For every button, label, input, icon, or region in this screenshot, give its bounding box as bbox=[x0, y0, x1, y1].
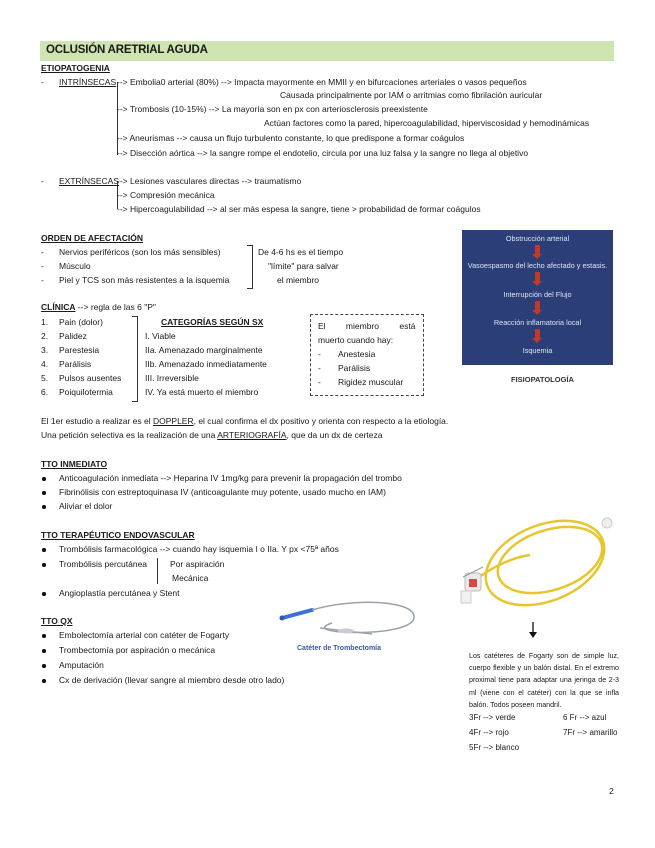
bullet-icon bbox=[42, 491, 46, 495]
dash-bullet: - bbox=[41, 77, 44, 87]
dash-bullet: - bbox=[41, 176, 44, 186]
bullet-icon bbox=[42, 664, 46, 668]
intrinseca-line: Actúan factores como la pared, hipercoagulabilidad, hiperviscosidad y hemodinámicas bbox=[264, 118, 590, 128]
arrow-down-icon bbox=[535, 245, 540, 256]
fogarty-size: 3Fr --> verde bbox=[469, 713, 516, 722]
clinica-num: 1. bbox=[41, 317, 49, 327]
dash-bullet: - bbox=[41, 261, 44, 271]
orden-item: Músculo bbox=[59, 261, 91, 271]
estudio-text: , el cual confirma el dx positivo y orienta con respecto a la etiología. bbox=[193, 416, 449, 426]
clinica-item: Palidez bbox=[59, 331, 87, 341]
extrinseca-line: --> Hipercoagulabilidad --> al ser más espesa la sangre, tiene > probabilidad de formar coágulos bbox=[117, 204, 481, 214]
orden-note: De 4-6 hs es el tiempo bbox=[258, 247, 344, 257]
doppler-term: DOPPLER bbox=[152, 416, 194, 426]
fogarty-catheter-image bbox=[455, 505, 615, 615]
categorias-heading: CATEGORÍAS SEGÚN SX bbox=[161, 317, 264, 327]
estudio-line-2 bbox=[41, 430, 382, 441]
fogarty-size: 7Fr --> amarillo bbox=[563, 728, 618, 737]
arrow-down-icon bbox=[535, 301, 540, 312]
tto-qx-item: Trombectomía por aspiración o mecánica bbox=[59, 645, 216, 655]
fogarty-size: 4Fr --> rojo bbox=[469, 728, 509, 737]
orden-item: Nervios periféricos (son los más sensibles) bbox=[59, 247, 221, 257]
clinica-item: Parestesia bbox=[59, 345, 100, 355]
clinica-item: Pulsos ausentes bbox=[59, 373, 122, 383]
extrinseca-line: --> Lesiones vasculares directas --> traumatismo bbox=[117, 176, 302, 186]
clinica-num: 5. bbox=[41, 373, 49, 383]
arrow-down-icon bbox=[535, 272, 540, 283]
bullet-icon bbox=[42, 477, 46, 481]
clinica-num: 6. bbox=[41, 387, 49, 397]
clinica-num: 3. bbox=[41, 345, 49, 355]
clinica-heading-suffix: --> regla de las 6 "P" bbox=[75, 302, 156, 312]
fogarty-size: 5Fr --> blanco bbox=[469, 743, 520, 752]
tto-inmediato-item: Aliviar el dolor bbox=[59, 501, 113, 511]
tto-qx-item: Amputación bbox=[59, 660, 104, 670]
tto-qx-item: Cx de derivación (llevar sangre al miembro desde otro lado) bbox=[59, 675, 285, 685]
percutanea-option: Mecánica bbox=[172, 573, 209, 583]
estudio-line-1 bbox=[41, 416, 448, 427]
tto-endovascular-heading: TTO TERAPÉUTICO ENDOVASCULAR bbox=[41, 530, 195, 540]
intrinseca-line: --> Aneurismas --> causa un flujo turbulento constante, lo que predispone a formar coágulos bbox=[117, 133, 465, 143]
bullet-icon bbox=[42, 592, 46, 596]
arteriografia-term: ARTERIOGRAFÍA bbox=[217, 430, 287, 440]
percutanea-option: Por aspiración bbox=[170, 559, 225, 569]
categoria-item: I. Viable bbox=[145, 331, 176, 341]
orden-bracket bbox=[247, 245, 253, 289]
categoria-item: III. Irreversible bbox=[145, 373, 199, 383]
orden-item: Piel y TCS son más resistentes a la isquemia bbox=[59, 275, 230, 285]
estudio-text: , que da un dx de certeza bbox=[286, 430, 383, 440]
muerto-item: Rigidez muscular bbox=[338, 377, 404, 387]
fisio-step: Isquemia bbox=[522, 346, 553, 355]
dash-bullet: - bbox=[41, 247, 44, 257]
intrinseca-line: --> Embolia0 arterial (80%) --> Impacta mayormente en MMII y en bifurcaciones arteriales o vasos pequeños bbox=[117, 77, 527, 87]
clinica-item: Poiquilotermia bbox=[59, 387, 113, 397]
tto-inmediato-item: Anticoagulación inmediata --> Heparina IV 1mg/kg para prevenir la propagación del trombo bbox=[59, 473, 402, 483]
arrow-down-icon bbox=[535, 329, 540, 340]
intrinseca-line: --> Disección aórtica --> la sangre rompe el endotelio, circula por una luz falsa y la sangre no llega al objetivo bbox=[117, 148, 529, 158]
title-bar bbox=[40, 41, 614, 61]
tto-endovascular-item: Angioplastía percutánea y Stent bbox=[59, 588, 180, 598]
orden-note: "límite" para salvar bbox=[268, 261, 339, 271]
fisio-step: Reacción inflamatoria local bbox=[493, 318, 582, 327]
tto-qx-heading: TTO QX bbox=[41, 616, 73, 626]
arrow-down-icon bbox=[527, 622, 539, 640]
muerto-intro: El miembro está bbox=[318, 321, 416, 331]
categoria-item: IIa. Amenazado marginalmente bbox=[145, 345, 263, 355]
trombectomia-catheter-image bbox=[272, 590, 422, 648]
intrinseca-line: Causada principalmente por IAM o arritmias como fibrilación auricular bbox=[280, 90, 543, 100]
bullet-icon bbox=[42, 563, 46, 567]
clinica-heading: CLÍNICA bbox=[41, 302, 76, 312]
extrinsecas-label: EXTRÍNSECAS bbox=[59, 176, 119, 186]
tto-inmediato-heading: TTO INMEDIATO bbox=[41, 459, 108, 469]
bullet-icon bbox=[42, 505, 46, 509]
extrinseca-line: --> Compresión mecánica bbox=[117, 190, 215, 200]
fisiopatologia-diagram bbox=[462, 230, 613, 365]
categoria-item: IIb. Amenazado inmediatamente bbox=[145, 359, 267, 369]
etiopatogenia-heading: ETIOPATOGENIA bbox=[41, 63, 110, 73]
tto-endovascular-item: Trombólisis farmacológica --> cuando hay isquemia I o IIa. Y px <75ª años bbox=[59, 544, 339, 554]
estudio-text: Una petición selectiva es la realización de una bbox=[41, 430, 218, 440]
tto-qx-item: Embolectomía arterial con catéter de Fogarty bbox=[59, 630, 230, 640]
categoria-item: IV. Ya está muerto el miembro bbox=[145, 387, 259, 397]
clinica-bracket bbox=[132, 316, 138, 402]
intrinsecas-label: INTRÍNSECAS bbox=[59, 77, 117, 87]
bullet-icon bbox=[42, 634, 46, 638]
percutanea-bracket bbox=[157, 558, 158, 584]
dash-bullet: - bbox=[318, 349, 321, 359]
bullet-icon bbox=[42, 548, 46, 552]
muerto-intro: muerto cuando hay: bbox=[318, 335, 394, 345]
fisio-step: Interrupción del Flujo bbox=[503, 290, 572, 299]
orden-heading: ORDEN DE AFECTACIÓN bbox=[41, 233, 143, 243]
dash-bullet: - bbox=[318, 377, 321, 387]
muerto-item: Anestesia bbox=[338, 349, 376, 359]
dash-bullet: - bbox=[318, 363, 321, 373]
tto-endovascular-item: Trombólisis percutánea bbox=[59, 559, 148, 569]
fisio-step: Obstrucción arterial bbox=[505, 234, 570, 243]
fisio-step: Vasoespasmo del lecho afectado y estasis. bbox=[467, 261, 608, 270]
clinica-num: 4. bbox=[41, 359, 49, 369]
clinica-num: 2. bbox=[41, 331, 49, 341]
clinica-heading-line bbox=[41, 302, 156, 313]
fisiopatologia-caption: FISIOPATOLOGÍA bbox=[511, 375, 574, 384]
fogarty-size: 6 Fr --> azul bbox=[563, 713, 607, 722]
bullet-icon bbox=[42, 649, 46, 653]
muerto-intro-line bbox=[318, 321, 416, 332]
estudio-text: El 1er estudio a realizar es el bbox=[41, 416, 153, 426]
clinica-item: Pain (dolor) bbox=[59, 317, 103, 327]
muerto-item: Parálisis bbox=[338, 363, 371, 373]
tto-inmediato-item: Fibrinólisis con estreptoquinasa IV (anticoagulante muy potente, usado mucho en IAM) bbox=[59, 487, 386, 497]
page-title: OCLUSIÓN ARETRIAL AGUDA bbox=[46, 44, 208, 56]
clinica-item: Parálisis bbox=[59, 359, 92, 369]
orden-note: el miembro bbox=[277, 275, 320, 285]
catheter-caption: Catéter de Trombectomía bbox=[297, 645, 382, 652]
intrinsecas-connector bbox=[117, 82, 118, 155]
page-number: 2 bbox=[609, 786, 614, 796]
fogarty-description: Los catéteres de Fogarty son de simple luz, cuerpo flexible y un balón distal. En el extremo proximal tiene para adaptar una jeringa de 2-3 ml (viene con el catéter) con la que se infla balón. Todos poseen mandril. bbox=[469, 652, 619, 709]
bullet-icon bbox=[42, 679, 46, 683]
dash-bullet: - bbox=[41, 275, 44, 285]
intrinseca-line: --> Trombosis (10-15%) --> La mayoría son en px con arteriosclerosis preexistente bbox=[117, 104, 428, 114]
